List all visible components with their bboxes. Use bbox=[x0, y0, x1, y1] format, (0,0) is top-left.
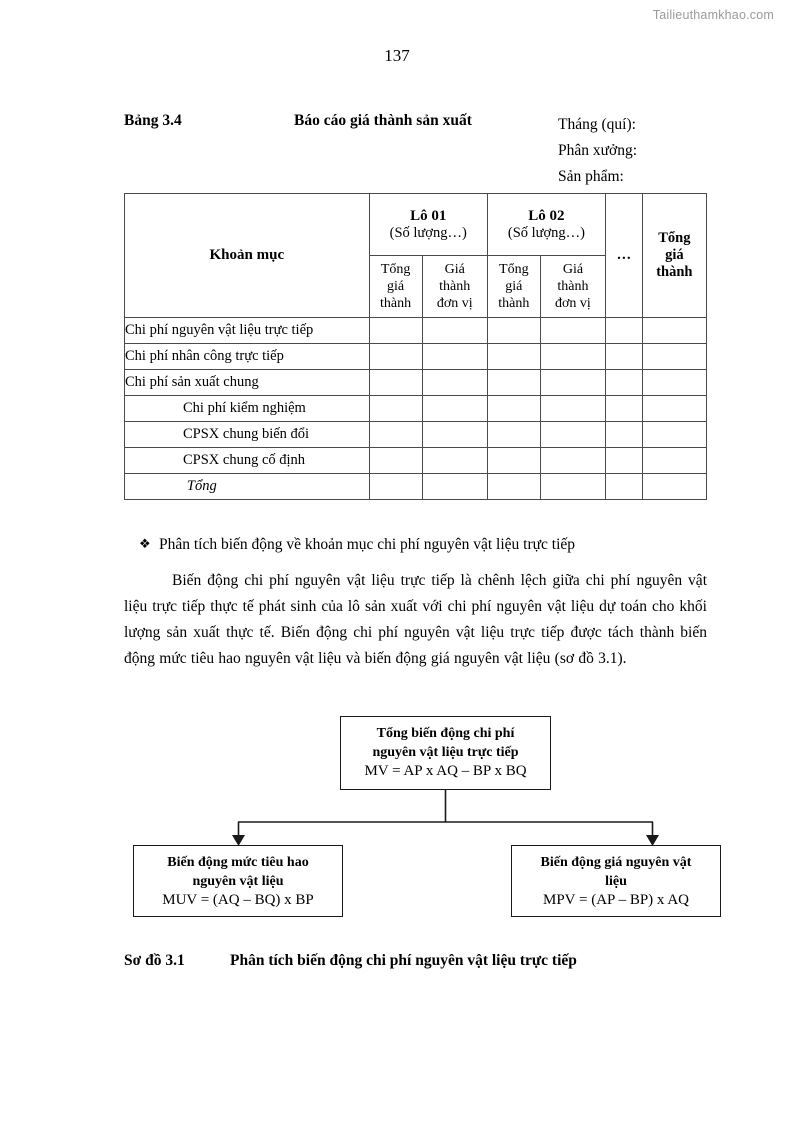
table-row bbox=[125, 422, 707, 448]
row-label: Chi phí nguyên vật liệu trực tiếp bbox=[125, 318, 370, 344]
table-label: Bảng 3.4 bbox=[124, 112, 182, 129]
row-cell[interactable] bbox=[606, 448, 643, 474]
row-cell[interactable] bbox=[422, 448, 487, 474]
header-grand-total-column: Tổng giá thành bbox=[642, 194, 706, 318]
node-title-line2: nguyên vật liệu trực tiếp bbox=[372, 745, 519, 760]
header-khoan-muc: Khoản mục bbox=[125, 194, 370, 318]
row-cell[interactable] bbox=[540, 422, 605, 448]
row-label: Chi phí nhân công trực tiếp bbox=[125, 344, 370, 370]
row-cell[interactable] bbox=[487, 422, 540, 448]
row-cell[interactable] bbox=[369, 344, 422, 370]
page-title: Báo cáo giá thành sản xuất bbox=[294, 112, 472, 129]
row-cell[interactable] bbox=[540, 448, 605, 474]
row-label: Chi phí sản xuất chung bbox=[125, 370, 370, 396]
row-cell[interactable] bbox=[487, 396, 540, 422]
table-row bbox=[125, 396, 707, 422]
row-cell[interactable] bbox=[369, 474, 422, 500]
row-cell[interactable] bbox=[540, 474, 605, 500]
production-cost-report-table bbox=[124, 193, 707, 500]
header-lot-01: Lô 01 (Số lượng…) bbox=[369, 194, 487, 256]
row-cell[interactable] bbox=[642, 370, 706, 396]
row-cell[interactable] bbox=[422, 422, 487, 448]
node-formula: MPV = (AP – BP) x AQ bbox=[543, 892, 689, 908]
table-row bbox=[125, 370, 707, 396]
diagram-caption-text: Phân tích biến động chi phí nguyên vật liệu trực tiếp bbox=[230, 952, 577, 969]
diamond-bullet-icon: ❖ bbox=[139, 537, 151, 552]
row-cell[interactable] bbox=[642, 344, 706, 370]
subheader-lot01-total-cost: Tổng giá thành bbox=[369, 256, 422, 318]
row-cell[interactable] bbox=[642, 422, 706, 448]
subheader-lot01-unit-cost: Giá thành đơn vị bbox=[422, 256, 487, 318]
row-cell[interactable] bbox=[606, 318, 643, 344]
row-cell[interactable] bbox=[369, 448, 422, 474]
page-number: 137 bbox=[384, 46, 410, 65]
node-title-line1: Biến động giá nguyên vật bbox=[540, 855, 692, 870]
body-paragraph: Biến động chi phí nguyên vật liệu trực tiếp là chênh lệch giữa chi phí nguyên vật liệu trực tiếp thực tế phát sinh của lô sản xuất với chi phí nguyên vật liệu dự toán cho khối lượng sản xuất thực tế. Biến động chi phí nguyên vật liệu trực tiếp được tách thành biến động mức tiêu hao nguyên vật liệu và biến động giá nguyên vật liệu (sơ đồ 3.1). bbox=[124, 572, 707, 667]
node-formula: MV = AP x AQ – BP x BQ bbox=[364, 763, 527, 779]
diagram-caption bbox=[124, 952, 707, 970]
row-cell[interactable] bbox=[369, 370, 422, 396]
subheader-lot02-total-cost: Tổng giá thành bbox=[487, 256, 540, 318]
row-cell[interactable] bbox=[540, 318, 605, 344]
table-row bbox=[125, 344, 707, 370]
row-cell[interactable] bbox=[540, 370, 605, 396]
node-formula: MUV = (AQ – BQ) x BP bbox=[162, 892, 314, 908]
row-cell[interactable] bbox=[487, 370, 540, 396]
row-cell[interactable] bbox=[540, 344, 605, 370]
row-cell[interactable] bbox=[606, 396, 643, 422]
row-cell[interactable] bbox=[642, 474, 706, 500]
node-title-line1: Tổng biến động chi phí bbox=[376, 726, 515, 741]
meta-workshop-field: Phân xưởng: bbox=[558, 142, 638, 159]
row-label: CPSX chung cố định bbox=[125, 448, 370, 474]
row-cell[interactable] bbox=[642, 448, 706, 474]
diagram-node-quantity-variance bbox=[133, 845, 343, 917]
row-cell[interactable] bbox=[487, 448, 540, 474]
row-cell[interactable] bbox=[642, 318, 706, 344]
row-label: Chi phí kiểm nghiệm bbox=[125, 396, 370, 422]
row-cell[interactable] bbox=[487, 474, 540, 500]
site-watermark: Tailieuthamkhao.com bbox=[652, 8, 774, 22]
row-cell[interactable] bbox=[606, 474, 643, 500]
row-cell[interactable] bbox=[606, 344, 643, 370]
report-meta-fields bbox=[558, 112, 637, 190]
row-cell[interactable] bbox=[369, 396, 422, 422]
table-title-block bbox=[124, 112, 708, 192]
table-row bbox=[125, 318, 707, 344]
meta-month-field: Tháng (quí): bbox=[558, 116, 636, 133]
diagram-node-total-variance bbox=[340, 716, 551, 790]
row-cell[interactable] bbox=[422, 396, 487, 422]
row-cell[interactable] bbox=[422, 370, 487, 396]
row-cell[interactable] bbox=[422, 474, 487, 500]
subheader-lot02-unit-cost: Giá thành đơn vị bbox=[540, 256, 605, 318]
table-header-row-1 bbox=[125, 194, 707, 256]
bullet-heading-text: Phân tích biến động về khoản mục chi phí nguyên vật liệu trực tiếp bbox=[159, 536, 576, 553]
row-cell[interactable] bbox=[487, 344, 540, 370]
meta-product-field: Sản phẩm: bbox=[558, 168, 624, 185]
node-title-line2: liệu bbox=[605, 874, 627, 889]
bullet-heading bbox=[139, 536, 575, 554]
diagram-node-price-variance bbox=[511, 845, 721, 917]
row-cell[interactable] bbox=[606, 370, 643, 396]
header-lot-02: Lô 02 (Số lượng…) bbox=[487, 194, 605, 256]
header-ellipsis-column: … bbox=[606, 194, 643, 318]
table-row bbox=[125, 448, 707, 474]
row-cell[interactable] bbox=[422, 318, 487, 344]
row-cell[interactable] bbox=[369, 318, 422, 344]
row-cell[interactable] bbox=[422, 344, 487, 370]
row-cell[interactable] bbox=[642, 396, 706, 422]
row-cell[interactable] bbox=[369, 422, 422, 448]
row-label: Tổng bbox=[125, 474, 370, 500]
row-cell[interactable] bbox=[606, 422, 643, 448]
node-title-line1: Biến động mức tiêu hao bbox=[167, 855, 309, 870]
row-cell[interactable] bbox=[487, 318, 540, 344]
diagram-caption-label: Sơ đồ 3.1 bbox=[124, 952, 185, 969]
row-label: CPSX chung biến đổi bbox=[125, 422, 370, 448]
variance-analysis-diagram bbox=[0, 700, 794, 930]
node-title-line2: nguyên vật liệu bbox=[192, 874, 284, 889]
table-total-row bbox=[125, 474, 707, 500]
row-cell[interactable] bbox=[540, 396, 605, 422]
